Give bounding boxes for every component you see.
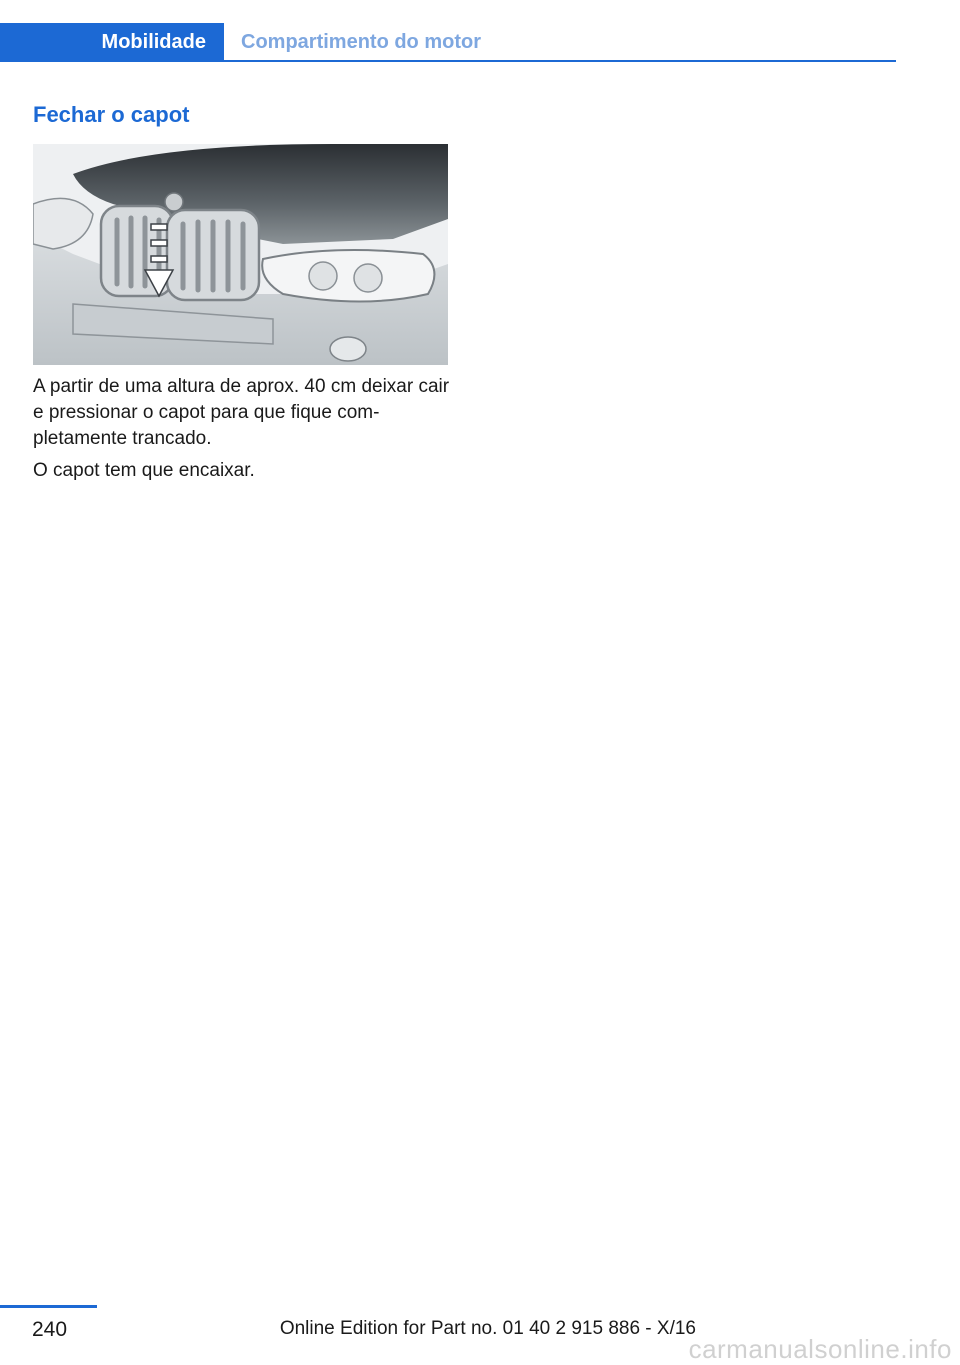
edition-info: Online Edition for Part no. 01 40 2 915 886 - X/16 bbox=[279, 1318, 696, 1339]
instruction-paragraph: A partir de uma altura de aprox. 40 cm deixar cair e pressionar o capot para que fique completamente trancado. bbox=[33, 376, 450, 449]
hood-closing-illustration bbox=[33, 144, 448, 365]
page-number: 240 bbox=[32, 1318, 68, 1341]
header-divider bbox=[224, 60, 896, 62]
page-header bbox=[0, 0, 896, 62]
footer-divider bbox=[0, 1305, 97, 1308]
section-breadcrumb[interactable]: Compartimento do motor bbox=[241, 31, 481, 53]
note-paragraph: O capot tem que encaixar. bbox=[33, 460, 255, 481]
watermark: carmanualsonline.info bbox=[688, 1334, 952, 1364]
chapter-tab[interactable]: Mobilidade bbox=[0, 23, 224, 62]
section-title: Fechar o capot bbox=[33, 102, 190, 127]
